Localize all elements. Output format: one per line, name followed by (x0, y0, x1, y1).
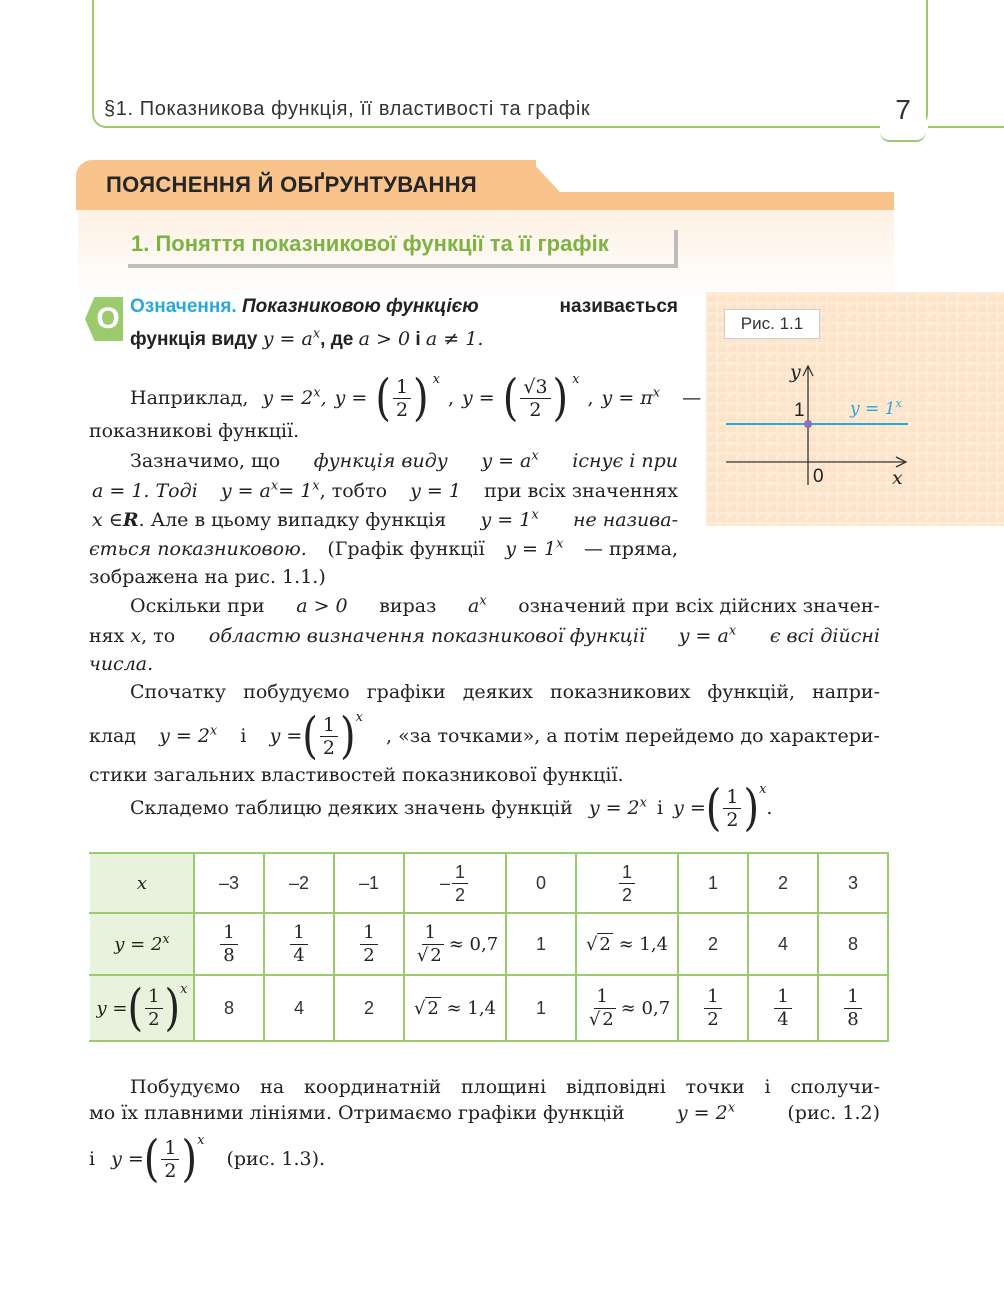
table-cell: 0 (506, 853, 576, 913)
table-cell: 8 (818, 913, 888, 975)
approx-value: ≈ 1,4 (446, 997, 497, 1019)
text: мо їх плавними лініями. Отримаємо графіки функцій (89, 1102, 625, 1124)
text: — (682, 387, 702, 409)
text: , то (141, 625, 176, 647)
text-line: мо їх плавними лініями. Отримаємо графіки функцій $y = 2^x$ (рис. 1.2) (89, 1100, 880, 1124)
frac-num: 1 (723, 786, 741, 809)
text: функція виду (313, 450, 448, 472)
row-label: x (136, 872, 148, 894)
table-cell: –3 (194, 853, 264, 913)
text-line: стики загальних властивостей показникової функції. (89, 764, 624, 786)
text: ється показниковою. (89, 538, 307, 560)
text: a = 1. Тоді (92, 480, 198, 502)
formula: R (122, 509, 139, 531)
text: Складемо таблицю деяких значень функцій (130, 797, 573, 819)
table-cell: √ 2 ≈ 1,4 (404, 975, 506, 1041)
frac-num: 1 (452, 861, 468, 884)
formula: y = a (481, 450, 532, 472)
formula: y = 1 (480, 509, 532, 531)
table-cell: $\frac{1}{√ 2}$ ≈ 0,7 (404, 913, 506, 975)
definition-condition: a ≠ 1. (425, 328, 484, 350)
row-header: y = ( $\frac{1}{2}$ ) $^x$ (90, 975, 194, 1041)
table-row-x (90, 853, 888, 913)
text-line: і y = ( $\frac{1}{2}$ ) $^x$ (рис. 1.3). (89, 1130, 326, 1188)
paren-fraction: ( $\frac{1}{2}$ ) (302, 707, 356, 765)
text: (Графік функції (327, 538, 485, 560)
row-label: y = (96, 997, 128, 1019)
table-cell: $\frac{1}{4}$ (748, 975, 818, 1041)
text-line: нях x, то областю визначення показникової функції $y = a^x$ є всі дійсні (89, 623, 880, 647)
definition-line-2 (130, 328, 483, 351)
definition-formula: y = a (262, 328, 313, 350)
paren-fraction: ( $\frac{1}{2}$ ) (375, 369, 429, 427)
axis-label-x: x (892, 467, 903, 489)
text: Оскільки при (130, 595, 265, 617)
definition-condition: a > 0 (358, 328, 411, 350)
section-title: §1. Показникова функція, її властивості та графік (104, 98, 591, 120)
table-row-2x (90, 913, 888, 975)
table-cell: $\frac{1}{4}$ (264, 913, 334, 975)
table-cell: 2 (678, 913, 748, 975)
table-cell: √ 2 ≈ 1,4 (576, 913, 678, 975)
formula: a (467, 595, 480, 617)
formula: x ∈ (92, 509, 123, 531)
text: . Але в цьому випадку функція (138, 509, 447, 531)
text-line: Зазначимо, що функція виду $y = a^x$ існує і при (130, 448, 678, 472)
formula: y = (334, 387, 368, 409)
table-cell: –1 (334, 853, 404, 913)
text: нях (89, 625, 125, 647)
row-header: $y = 2^x$ (90, 913, 194, 975)
approx-value: ≈ 0,7 (448, 933, 499, 955)
badge-letter: О (96, 302, 120, 335)
table-cell: $\frac{1}{8}$ (194, 913, 264, 975)
definition-term: Показниковою функцією (242, 296, 479, 317)
values-table (89, 852, 889, 1042)
formula: y = 2 (588, 797, 640, 819)
text-line: Побудуємо на координатній площині відповідні точки і сполучи- (130, 1076, 880, 1098)
line-label-exp: x (895, 397, 902, 410)
exponent: x (312, 326, 321, 342)
table-cell: $\frac{1}{2}$ (334, 913, 404, 975)
text-line: зображена на рис. 1.1.) (89, 566, 326, 588)
formula: y = a (678, 625, 729, 647)
formula: y = a (220, 480, 271, 502)
frac-den: 2 (726, 808, 739, 831)
formula: y = (269, 725, 303, 747)
subsection-title: 1. Поняття показникової функції та її графік (131, 231, 609, 256)
table-cell: 1 (506, 975, 576, 1041)
text-line: клад $y = 2^x$ і y = ( $\frac{1}{2}$ ) $^x$ , «за точками», а потім перейдемо до характери- (89, 707, 880, 765)
text: — пряма, (584, 538, 678, 560)
text: і (240, 725, 247, 747)
formula: y = π (601, 387, 653, 409)
page-number: 7 (880, 88, 926, 142)
definition-text: , де (320, 329, 354, 350)
text: є всі дійсні (769, 625, 880, 647)
text: Наприклад, (130, 387, 249, 409)
text-line: числа. (89, 653, 154, 675)
table-cell: –2 (264, 853, 334, 913)
text-line: Оскільки при a > 0 вираз $a^x$ означений при всіх дійсних значен- (130, 593, 880, 617)
text: Зазначимо, що (130, 450, 281, 472)
table-cell: 2 (748, 853, 818, 913)
axis-label-y: y (790, 361, 801, 383)
formula: = 1 (278, 480, 313, 502)
formula: y = 2 (262, 387, 314, 409)
text: існує і при (572, 450, 678, 472)
approx-value: ≈ 1,4 (618, 933, 669, 955)
table-cell: 1 (506, 913, 576, 975)
figure-plot (706, 340, 1004, 490)
tick-label-1: 1 (794, 400, 805, 421)
figure-label: Рис. 1.1 (724, 309, 820, 339)
text-line: Складемо таблицю деяких значень функцій $y = 2^x$ і y = ( $\frac{1}{2}$ ) $^x$ . (130, 779, 773, 837)
approx-value: ≈ 0,7 (620, 997, 671, 1019)
frac-den: 2 (529, 398, 542, 421)
text: клад (89, 725, 136, 747)
definition-line-1 (130, 296, 678, 318)
text-line: показникові функції. (89, 420, 300, 442)
text: при всіх значеннях (484, 480, 678, 502)
line-label (849, 397, 902, 419)
paren-fraction: ( $\frac{1}{2}$ ) (143, 1130, 198, 1188)
text: (рис. 1.3). (226, 1148, 326, 1170)
origin-label: 0 (813, 466, 824, 487)
formula: y = 2 (676, 1102, 728, 1124)
frac-num: 1 (393, 376, 411, 399)
formula: y = 1 (505, 538, 557, 560)
definition-text: і (415, 329, 421, 350)
text: не назива- (572, 509, 678, 531)
frac-den: 2 (455, 884, 466, 905)
text-line: Спочатку побудуємо графіки деяких показникових функцій, напри- (130, 681, 880, 703)
text-line: ється показниковою. (Графік функції $y = 1^x$ — пряма, (89, 536, 678, 560)
intersection-point (804, 420, 812, 428)
definition-text: функція виду (130, 329, 258, 350)
formula: y = 2 (159, 725, 210, 747)
table-cell (576, 853, 678, 913)
sqrt-radicand: 2 (427, 997, 439, 1019)
table-cell: 8 (194, 975, 264, 1041)
text: і (656, 797, 664, 819)
definition-badge (85, 297, 123, 341)
formula: a > 0 (296, 595, 348, 617)
definition-label: Означення. (130, 296, 237, 317)
text: областю визначення показникової функції (208, 625, 646, 647)
text: , тобто (319, 480, 388, 502)
table-cell: $\frac{1}{8}$ (818, 975, 888, 1041)
example-line: Наприклад, $y = 2^x$, y = ( $\frac{1}{2}$ ) $^x$ , y = ( $\frac{√3}{2}$ ) $^x$ , $y = \pi^x$ — (130, 369, 702, 427)
row-header (90, 853, 194, 913)
text: вираз (379, 595, 437, 617)
banner-slope (530, 160, 560, 192)
sqrt-radicand: 2 (599, 933, 611, 955)
table-cell: – $\frac{1}{2}$ (404, 853, 506, 913)
frac-num: √3 (520, 376, 550, 399)
formula: y = (462, 387, 495, 409)
text: , «за точками», а потім перейдемо до характери- (386, 725, 880, 747)
table-cell: 3 (818, 853, 888, 913)
frac-num: 1 (619, 861, 635, 884)
text-line: x ∈R. Але в цьому випадку функція $y = 1^x$ не назива- (92, 507, 678, 531)
formula: y = 1 (410, 480, 461, 502)
table-cell: $\frac{1}{√ 2}$ ≈ 0,7 (576, 975, 678, 1041)
definition-text: називається (559, 296, 678, 317)
header-rule (928, 126, 1004, 128)
table-cell: 2 (334, 975, 404, 1041)
sqrt-radicand: 2 (430, 944, 442, 966)
frac-num: 1 (320, 714, 338, 737)
text: означений при всіх дійсних значен- (518, 595, 880, 617)
frac-den: 2 (322, 736, 335, 759)
text: і (89, 1148, 96, 1170)
row-label: y = 2 (114, 933, 163, 955)
formula: x (130, 625, 142, 647)
paren-fraction: ( $\frac{1}{2}$ ) (705, 779, 760, 837)
sqrt-radicand: 2 (602, 1008, 614, 1030)
line-label-text: y = 1 (850, 399, 896, 419)
table-row-half-x (90, 975, 888, 1041)
text-line: a = 1. Тоді $y = a^x= 1^x$, тобто y = 1 при всіх значеннях (92, 478, 678, 502)
frac-den: 2 (621, 884, 632, 905)
table-cell: 4 (264, 975, 334, 1041)
formula: y = (111, 1148, 144, 1170)
table-cell: 4 (748, 913, 818, 975)
table-cell: 1 (678, 853, 748, 913)
formula: y = (673, 797, 706, 819)
banner-title: ПОЯСНЕННЯ Й ОБҐРУНТУВАННЯ (106, 172, 478, 197)
paren-fraction: ( $\frac{√3}{2}$ ) (502, 369, 569, 427)
frac-den: 2 (395, 398, 409, 421)
table-cell: $\frac{1}{2}$ (678, 975, 748, 1041)
text: (рис. 1.2) (787, 1102, 880, 1124)
